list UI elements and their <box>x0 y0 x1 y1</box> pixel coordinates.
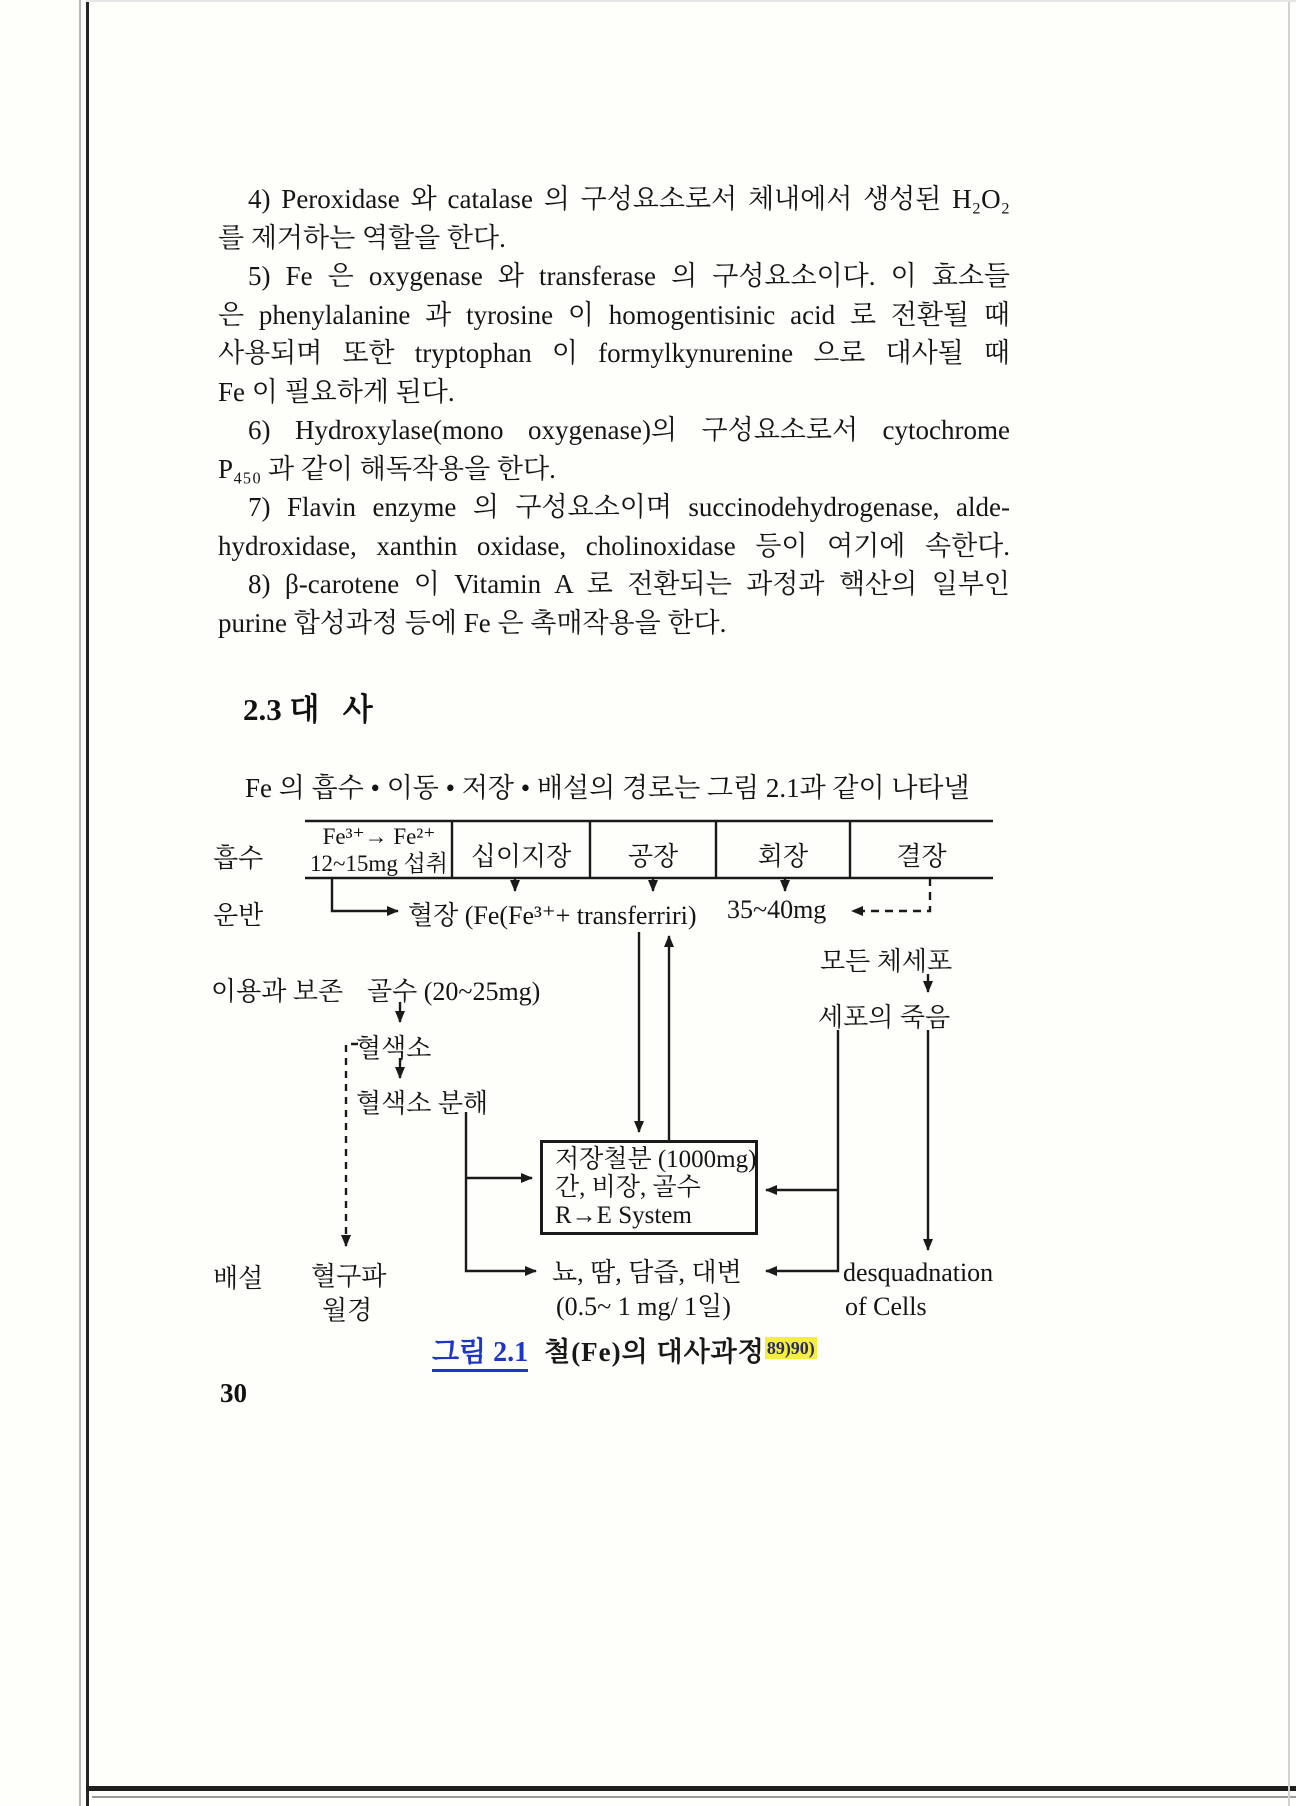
figure-reference-highlight: 89)90) <box>766 1338 815 1358</box>
cell-jejunum: 공장 <box>627 842 679 871</box>
body-line: purine 합성과정 등에 Fe 은 촉매작용을 한다. <box>218 607 727 638</box>
iron-storage-box <box>540 1140 758 1235</box>
body-line: 6) Hydroxylase(mono oxygenase)의 구성요소로서 cytochrome <box>248 415 1010 445</box>
arrow-intake-to-plasma <box>332 878 398 911</box>
figure-caption <box>432 1330 817 1370</box>
row-label-excretion: 배설 <box>213 1264 264 1293</box>
body-line: Fe 이 필요하게 된다. <box>218 376 455 407</box>
body-line: P₄₅₀ 과 같이 해독작용을 한다. <box>218 453 556 484</box>
hemoglobin-label: 혈색소 <box>356 1034 432 1063</box>
figure-number: 그림 2.1 <box>432 1337 528 1372</box>
menstruation-label: 월경 <box>322 1296 373 1325</box>
cell-death-label: 세포의 죽음 <box>818 1003 951 1032</box>
row-label-absorption: 흡수 <box>213 844 264 873</box>
intake-cell <box>306 823 452 877</box>
storage-system: R→E System <box>555 1202 692 1229</box>
figure-title: 철(Fe)의 대사과정 <box>544 1337 765 1367</box>
desquamation-label-line1: desquadnation <box>843 1258 994 1287</box>
body-line: 은 phenylalanine 과 tyrosine 이 homogentisinic acid 로 전환될 때 <box>218 299 1010 330</box>
row-label-use-storage: 이용과 보존 <box>211 977 344 1006</box>
storage-organs: 간, 비장, 골수 <box>555 1174 701 1201</box>
section-heading: 2.3 대 사 <box>243 692 373 727</box>
plasma-amount: 35~40mg <box>727 895 827 924</box>
blood-cells-label: 혈구파 <box>311 1262 387 1291</box>
body-line: 사용되며 또한 tryptophan 이 formylkynurenine 으로 대사될 때 <box>218 338 1010 368</box>
storage-amount: 저장철분 (1000mg) <box>555 1146 757 1173</box>
intake-amount: 12~15mg 섭취 <box>309 851 449 876</box>
arrow-colon-to-plasma-dashed <box>852 878 930 911</box>
arrow-breakdown-to-excretion <box>466 1112 536 1271</box>
row-label-transport: 운반 <box>213 901 264 930</box>
bone-marrow-label: 골수 (20~25mg) <box>367 977 541 1006</box>
plasma-label: 혈장 (Fe(Fe³⁺+ transferriri) <box>408 901 697 930</box>
body-line: 7) Flavin enzyme 의 구성요소이며 succinodehydrogenase, alde- <box>248 492 1010 522</box>
hemoglobin-breakdown-label: 혈색소 분해 <box>356 1089 489 1118</box>
cell-colon: 결장 <box>896 842 947 871</box>
cell-duodenum: 십이지장 <box>470 842 572 871</box>
arrow-death-to-excretion <box>766 1030 838 1271</box>
intake-reaction: Fe³⁺→ Fe²⁺ <box>322 824 436 849</box>
page-number: 30 <box>220 1378 247 1408</box>
arrow-hemoglobin-to-menstruation-dashed <box>346 1044 358 1246</box>
body-line: 8) β-carotene 이 Vitamin A 로 전환되는 과정과 핵산의 일부인 <box>248 569 1010 599</box>
all-body-cells-label: 모든 체세포 <box>820 947 953 976</box>
body-line: hydroxidase, xanthin oxidase, cholinoxidase 등이 여기에 속한다. <box>218 530 1010 561</box>
excretion-amount-label: (0.5~ 1 mg/ 1일) <box>556 1292 731 1321</box>
excretion-route-label: 뇨, 땀, 담즙, 대변 <box>552 1258 742 1287</box>
body-line: 를 제거하는 역할을 한다. <box>218 222 506 253</box>
cell-ileum: 회장 <box>757 842 809 871</box>
desquamation-label-line2: of Cells <box>845 1292 927 1321</box>
body-line: 5) Fe 은 oxygenase 와 transferase 의 구성요소이다. 이 효소들 <box>248 261 1010 291</box>
intro-paragraph: Fe 의 흡수 • 이동 • 저장 • 배설의 경로는 그림 2.1과 같이 나타낼 <box>245 773 970 803</box>
body-line: 4) Peroxidase 와 catalase 의 구성요소로서 체내에서 생성된 H₂O₂ <box>248 184 1010 214</box>
